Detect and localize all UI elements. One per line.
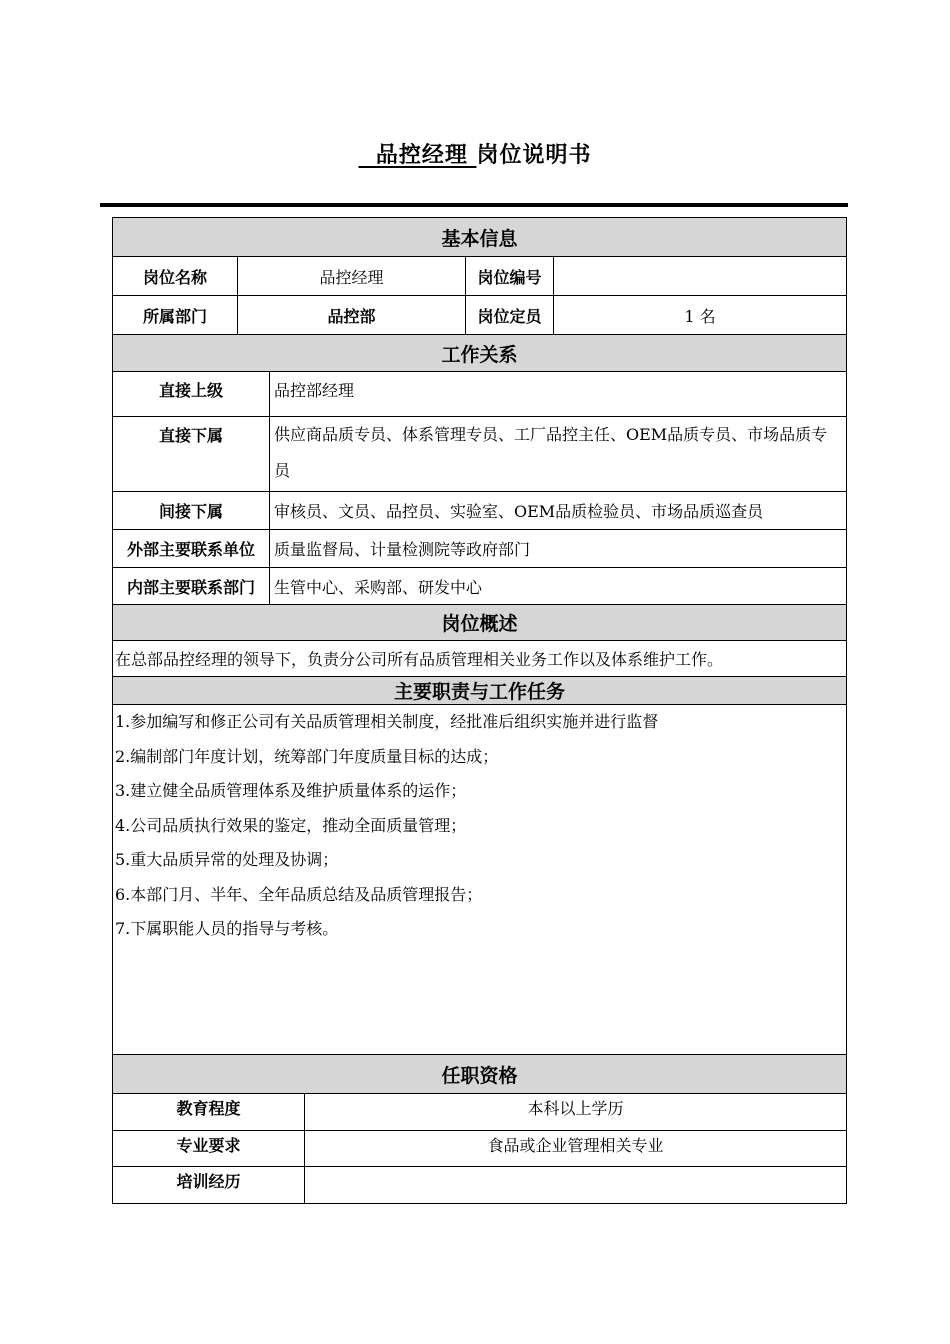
job-description-table <box>112 217 847 1204</box>
title-divider <box>100 203 848 207</box>
duties-list <box>113 705 847 1055</box>
qualification-value <box>305 1167 847 1204</box>
relation-label: 直接下属 <box>113 417 270 492</box>
section-qualifications <box>113 1055 847 1094</box>
document-title <box>0 138 950 169</box>
row-direct-subordinates <box>113 417 847 492</box>
duty-item: 6.本部门月、半年、全年品质总结及品质管理报告； <box>115 884 483 904</box>
headcount-value: 1 名 <box>554 296 847 335</box>
qualification-label: 教育程度 <box>113 1094 305 1131</box>
duty-item: 5.重大品质异常的处理及协调； <box>115 850 339 869</box>
section-heading: 任职资格 <box>113 1055 847 1094</box>
qualification-value: 本科以上学历 <box>305 1094 847 1131</box>
row-internal-contacts <box>113 568 847 605</box>
duty-item: 4.公司品质执行效果的鉴定，推动全面质量管理； <box>115 815 467 835</box>
duty-item: 3.建立健全品质管理体系及维护质量体系的运作； <box>115 781 467 800</box>
row-position-name <box>113 257 847 296</box>
title-suffix: 岗位说明书 <box>476 143 592 168</box>
qualification-value: 食品或企业管理相关专业 <box>305 1131 847 1167</box>
position-code-value <box>554 257 847 296</box>
position-name-label: 岗位名称 <box>113 257 238 296</box>
row-direct-superior <box>113 372 847 417</box>
relation-label: 外部主要联系单位 <box>113 530 270 568</box>
relation-value: 品控部经理 <box>270 372 847 417</box>
relation-label: 直接上级 <box>113 372 270 417</box>
relation-label: 间接下属 <box>113 492 270 530</box>
row-indirect-subordinates <box>113 492 847 530</box>
row-major <box>113 1131 847 1167</box>
section-basic-info <box>113 218 847 257</box>
relation-value: 质量监督局、计量检测院等政府部门 <box>270 530 847 568</box>
department-value: 品控部 <box>238 296 466 335</box>
row-training <box>113 1167 847 1204</box>
department-label: 所属部门 <box>113 296 238 335</box>
section-overview <box>113 605 847 641</box>
qualification-label: 专业要求 <box>113 1131 305 1167</box>
row-overview <box>113 641 847 677</box>
section-heading: 主要职责与工作任务 <box>113 677 847 705</box>
section-heading: 工作关系 <box>113 335 847 372</box>
position-name-value: 品控经理 <box>238 257 466 296</box>
overview-text: 在总部品控经理的领导下，负责分公司所有品质管理相关业务工作以及体系维护工作。 <box>113 641 847 677</box>
relation-label: 内部主要联系部门 <box>113 568 270 605</box>
section-work-relations <box>113 335 847 372</box>
relation-value: 审核员、文员、品控员、实验室、OEM品质检验员、市场品质巡查员 <box>270 492 847 530</box>
section-heading: 岗位概述 <box>113 605 847 641</box>
row-education <box>113 1094 847 1131</box>
title-position-name: 品控经理 <box>358 143 477 168</box>
row-duties <box>113 705 847 1055</box>
position-code-label: 岗位编号 <box>466 257 554 296</box>
row-external-contacts <box>113 530 847 568</box>
qualification-label: 培训经历 <box>113 1167 305 1204</box>
row-department <box>113 296 847 335</box>
duty-item: 2.编制部门年度计划，统筹部门年度质量目标的达成； <box>115 746 499 766</box>
section-duties <box>113 677 847 705</box>
relation-value: 生管中心、采购部、研发中心 <box>270 568 847 605</box>
duty-item: 7.下属职能人员的指导与考核。 <box>115 919 339 938</box>
section-heading: 基本信息 <box>113 218 847 257</box>
relation-value: 供应商品质专员、体系管理专员、工厂品控主任、OEM品质专员、市场品质专员 <box>270 417 847 492</box>
headcount-label: 岗位定员 <box>466 296 554 335</box>
duty-item: 1.参加编写和修正公司有关品质管理相关制度，经批准后组织实施并进行监督 <box>115 712 659 731</box>
